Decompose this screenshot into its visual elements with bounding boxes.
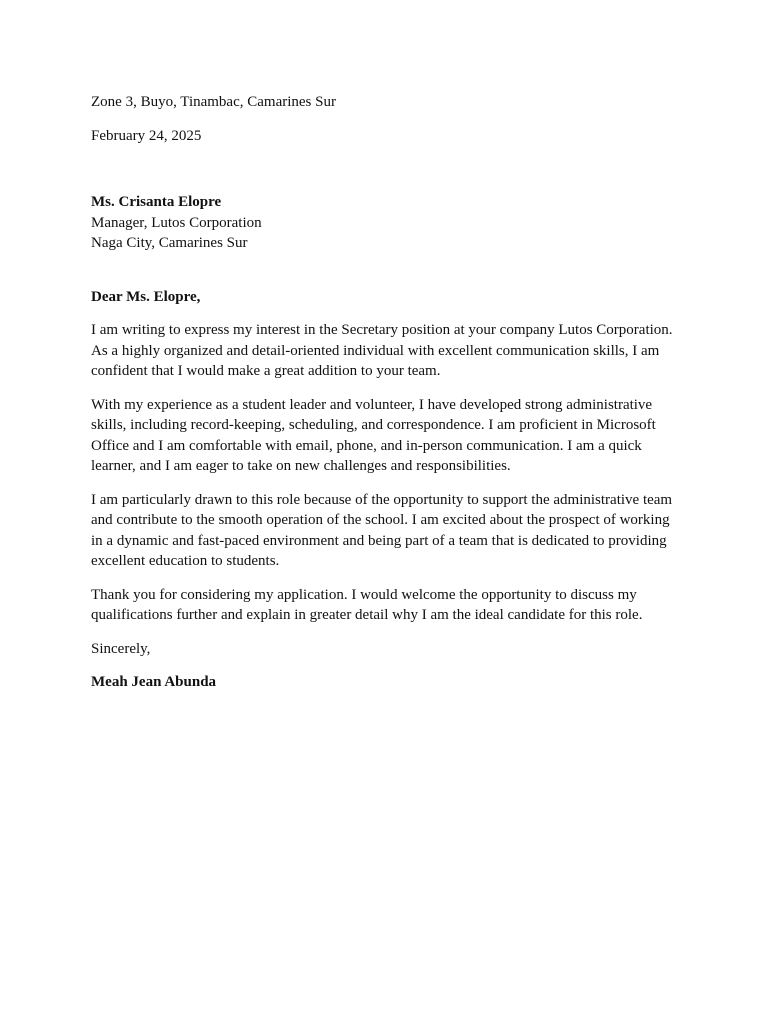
paragraph-line: As a highly organized and detail-oriented individual with excellent communication skills, I am	[91, 342, 660, 359]
paragraph-line: With my experience as a student leader and volunteer, I have developed strong administrative	[91, 396, 653, 413]
paragraph-line: Office and I am comfortable with email, phone, and in-person communication. I am a quick	[91, 437, 642, 454]
sender-address: Zone 3, Buyo, Tinambac, Camarines Sur	[91, 94, 336, 110]
paragraph-line: I am particularly drawn to this role because of the opportunity to support the administrative team	[91, 491, 673, 508]
paragraph-line: in a dynamic and fast-paced environment and being part of a team that is dedicated to providing	[91, 532, 667, 549]
paragraph-line: qualifications further and explain in greater detail why I am the ideal candidate for this role.	[91, 607, 643, 623]
body-paragraph-4	[91, 585, 681, 626]
recipient-name: Ms. Crisanta Elopre	[91, 194, 222, 210]
signature-name: Meah Jean Abunda	[91, 674, 217, 690]
paragraph-line: confident that I would make a great addition to your team.	[91, 363, 441, 379]
paragraph-line: excellent education to students.	[91, 553, 280, 569]
body-paragraph-2	[91, 395, 681, 477]
cover-letter	[91, 92, 681, 693]
closing: Sincerely,	[91, 640, 151, 657]
paragraph-line: I am writing to express my interest in the Secretary position at your company Lutos Corporation.	[91, 322, 673, 338]
paragraph-line: Thank you for considering my application. I would welcome the opportunity to discuss my	[91, 586, 637, 603]
paragraph-line: skills, including record-keeping, scheduling, and correspondence. I am proficient in Microsoft	[91, 417, 656, 433]
recipient-address: Naga City, Camarines Sur	[91, 235, 248, 251]
letter-date: February 24, 2025	[91, 127, 202, 144]
recipient-title: Manager, Lutos Corporation	[91, 214, 262, 231]
body-paragraph-1	[91, 320, 681, 382]
body-paragraph-3	[91, 490, 681, 572]
paragraph-line: learner, and I am eager to take on new challenges and responsibilities.	[91, 458, 511, 474]
recipient-block	[91, 192, 681, 254]
paragraph-line: and contribute to the smooth operation of the school. I am excited about the prospect of working	[91, 512, 670, 528]
salutation: Dear Ms. Elopre,	[91, 288, 201, 305]
